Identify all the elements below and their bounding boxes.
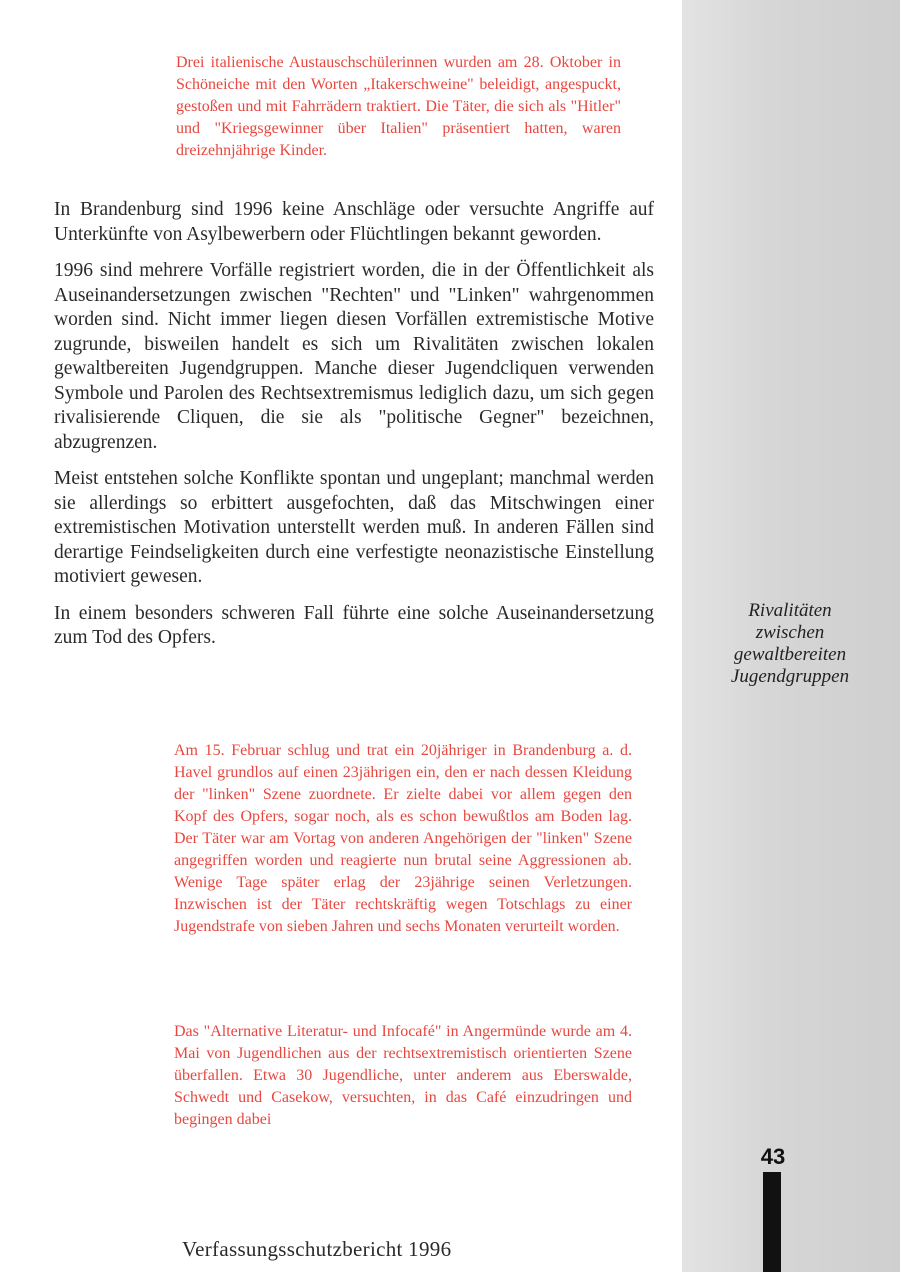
footer-title: Verfassungsschutzbericht 1996 xyxy=(182,1237,452,1261)
paragraph-konflikte: Meist entstehen solche Konflikte spontan und ungeplant; manchmal werden sie allerdings so erbittert ausgefochten, daß das Mitschwingen einer extremistischen Motivation unterstellt werden muß. In anderen Fällen sind derartige Feindseligkeiten durch eine verfestigte neonazistische Einstellung motiviert gewesen. xyxy=(54,468,654,587)
main-text xyxy=(54,198,654,651)
paragraph-brandenburg: In Brandenburg sind 1996 keine Anschläge oder versuchte Angriffe auf Unterkünfte von Asylbewerbern oder Flüchtlingen bekannt geworden. xyxy=(54,199,654,245)
case-box-brandenburg-havel xyxy=(174,740,632,938)
page-marker-bar xyxy=(763,1172,781,1272)
case-box-angermuende xyxy=(174,1021,632,1131)
margin-note-line: Rivalitäten xyxy=(748,600,832,621)
margin-note-line: Jugendgruppen xyxy=(730,666,850,687)
case-text-schoeneiche: Drei italienische Austauschschülerinnen wurden am 28. Oktober in Schöneiche mit den Worten „Itakerschweine" beleidigt, angespuckt, gestoßen und mit Fahrrädern traktiert. Die Täter, die sich als "Hitler" und "Kriegsgewinner über Italien" präsentiert hatten, waren dreizehnjährige Kinder. xyxy=(176,54,621,159)
margin-note xyxy=(690,600,890,688)
page-number: 43 xyxy=(760,1144,786,1169)
margin-note-line: gewaltbereiten xyxy=(733,644,847,665)
case-text-angermuende: Das "Alternative Literatur- und Infocafé" in Angermünde wurde am 4. Mai von Jugendlichen aus der rechtsextremistisch orientierten Szene überfallen. Etwa 30 Jugendliche, unter anderem aus Eberswalde, Schwedt und Casekow, versuchten, in das Café einzudringen und begingen dabei xyxy=(174,1023,632,1128)
case-box-schoeneiche xyxy=(176,52,621,162)
paragraph-todesfall: In einem besonders schweren Fall führte eine solche Auseinandersetzung zum Tod des Opfers. xyxy=(54,602,654,648)
margin-note-line: zwischen xyxy=(755,622,825,643)
paragraph-vorfaelle: 1996 sind mehrere Vorfälle registriert worden, die in der Öffentlichkeit als Auseinandersetzungen zwischen "Rechten" und "Linken" wahrgenommen worden sind. Nicht immer liegen diesen Vorfällen extremistische Motive zugrunde, bisweilen handelt es sich um Rivalitäten zwischen lokalen gewaltbereiten Jugendgruppen. Manche dieser Jugendcliquen verwenden Symbole und Parolen des Rechtsextremismus lediglich dazu, um sich gegen rivalisierende Cliquen, die sie als "politische Gegner" bezeichnen, abzugrenzen. xyxy=(54,260,654,453)
case-text-brandenburg-havel: Am 15. Februar schlug und trat ein 20jähriger in Brandenburg a. d. Havel grundlos auf einen 23jährigen ein, den er nach dessen Kleidung der "linken" Szene zuordnete. Er zielte dabei vor allem gegen den Kopf des Opfers, sogar noch, als es schon bewußtlos am Boden lag. Der Täter war am Vortag von anderen Angehörigen der "linken" Szene angegriffen worden und reagierte nun brutal seine Aggressionen ab. Wenige Tage später erlag der 23jährige seinen Verletzungen. Inzwischen ist der Täter rechtskräftig wegen Totschlags zu einer Jugendstrafe von sieben Jahren und sechs Monaten verurteilt worden. xyxy=(174,742,632,935)
